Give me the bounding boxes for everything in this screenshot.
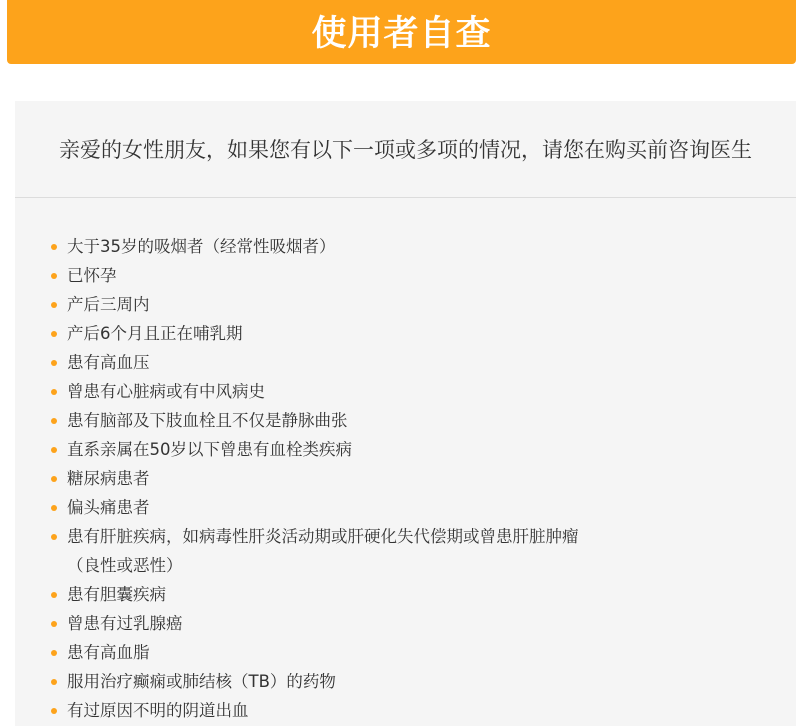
- list-item: [15, 377, 579, 406]
- list-item-text: 偏头痛患者: [67, 498, 150, 517]
- list-item-text: 已怀孕: [67, 266, 117, 285]
- bullet-dot-icon: [51, 650, 57, 656]
- list-item: [15, 406, 579, 435]
- list-item: [15, 667, 579, 696]
- bullet-dot-icon: [51, 708, 57, 714]
- list-item-text: 曾患有过乳腺癌: [67, 614, 183, 633]
- bullet-dot-icon: [51, 505, 57, 511]
- list-item-text: 患有高血压: [67, 353, 150, 372]
- list-item: [15, 261, 579, 290]
- list-item: [15, 696, 579, 725]
- bullet-dot-icon: [51, 331, 57, 337]
- list-item: [15, 464, 579, 493]
- list-item: [15, 493, 579, 522]
- bullet-dot-icon: [51, 679, 57, 685]
- list-item-text: 患有肝脏疾病，如病毒性肝炎活动期或肝硬化失代偿期或曾患肝脏肿瘤: [67, 527, 579, 546]
- header-banner: [7, 0, 796, 64]
- list-item: [15, 319, 579, 348]
- bullet-dot-icon: [51, 418, 57, 424]
- bullet-dot-icon: [51, 273, 57, 279]
- bullet-dot-icon: [51, 476, 57, 482]
- bullet-dot-icon: [51, 621, 57, 627]
- list-item: [15, 232, 579, 261]
- list-item-text: 服用治疗癫痫或肺结核（TB）的药物: [67, 672, 336, 691]
- list-item: [15, 580, 579, 609]
- list-item-text: 患有脑部及下肢血栓且不仅是静脉曲张: [67, 411, 348, 430]
- divider: [15, 197, 796, 198]
- list-item-text: 曾患有心脏病或有中风病史: [67, 382, 265, 401]
- list-item: [15, 435, 579, 464]
- page-title: 使用者自查: [311, 13, 492, 54]
- list-item-text: 有过原因不明的阴道出血: [67, 701, 249, 720]
- list-item: [15, 522, 579, 580]
- list-item-text: 患有高血脂: [67, 643, 150, 662]
- bullet-dot-icon: [51, 360, 57, 366]
- bullet-dot-icon: [51, 447, 57, 453]
- bullet-dot-icon: [51, 389, 57, 395]
- bullet-dot-icon: [51, 592, 57, 598]
- bullet-dot-icon: [51, 534, 57, 540]
- intro-text: 亲爱的女性朋友，如果您有以下一项或多项的情况，请您在购买前咨询医生: [59, 138, 752, 162]
- bullet-dot-icon: [51, 302, 57, 308]
- list-item: [15, 609, 579, 638]
- list-item: [15, 638, 579, 667]
- checklist-panel: [15, 101, 796, 726]
- condition-list: [15, 232, 579, 725]
- list-item-text: 大于35岁的吸烟者（经常性吸烟者）: [67, 237, 336, 256]
- list-item: [15, 348, 579, 377]
- list-item-text: 产后三周内: [67, 295, 150, 314]
- list-item-text: 患有胆囊疾病: [67, 585, 166, 604]
- list-item-text: 直系亲属在50岁以下曾患有血栓类疾病: [67, 440, 352, 459]
- list-item-text: 产后6个月且正在哺乳期: [67, 324, 243, 343]
- bullet-dot-icon: [51, 244, 57, 250]
- list-item-text: 糖尿病患者: [67, 469, 150, 488]
- list-item-text-continued: （良性或恶性）: [67, 556, 183, 575]
- list-item: [15, 290, 579, 319]
